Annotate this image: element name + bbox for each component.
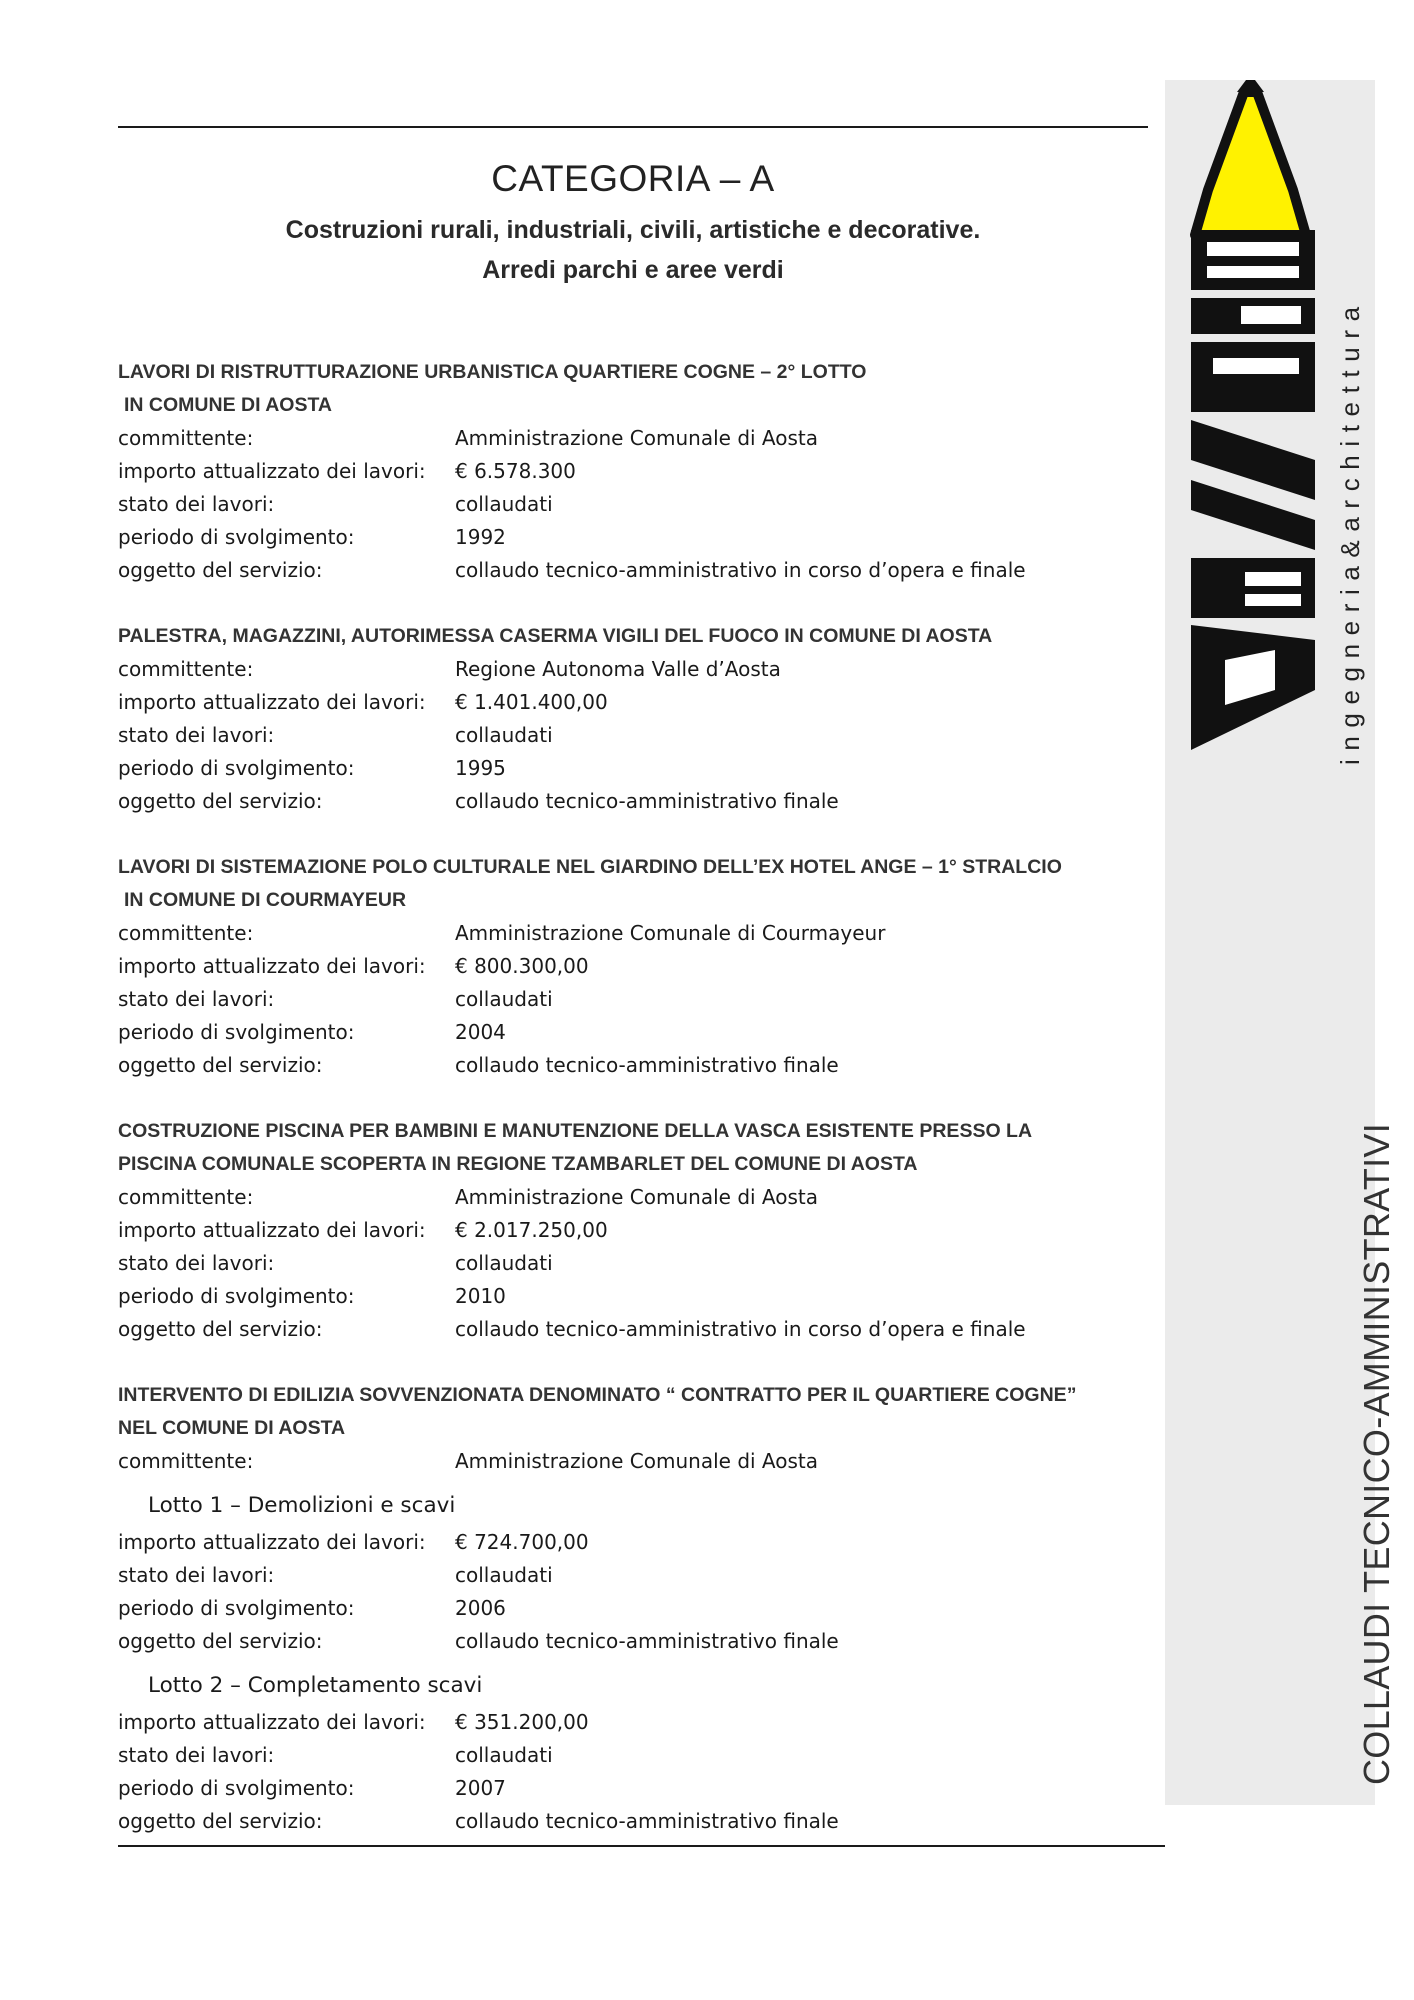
field-label: importo attualizzato dei lavori: xyxy=(118,690,426,714)
field-label: periodo di svolgimento: xyxy=(118,525,355,549)
project-title xyxy=(118,851,1148,917)
field-label: committente: xyxy=(118,426,254,450)
page-header xyxy=(118,158,1148,290)
subtitle-line-1: Costruzioni rurali, industriali, civili, artistiche e decorative. xyxy=(285,216,981,244)
project-list xyxy=(118,356,1148,1871)
field-value: € 2.017.250,00 xyxy=(455,1218,608,1242)
field-label: importo attualizzato dei lavori: xyxy=(118,1710,426,1734)
field-value: 2006 xyxy=(455,1596,506,1620)
bottom-divider xyxy=(118,1845,1165,1847)
project-entry xyxy=(118,1115,1148,1346)
field-value: Amministrazione Comunale di Aosta xyxy=(455,1185,819,1209)
field-oggetto xyxy=(118,1625,1148,1658)
project-title-line: PISCINA COMUNALE SCOPERTA IN REGIONE TZAMBARLET DEL COMUNE DI AOSTA xyxy=(118,1153,918,1175)
field-periodo xyxy=(118,1772,1148,1805)
field-label: importo attualizzato dei lavori: xyxy=(118,1218,426,1242)
field-value: Amministrazione Comunale di Courmayeur xyxy=(455,921,886,945)
field-label: stato dei lavori: xyxy=(118,1743,275,1767)
field-committente xyxy=(118,653,1148,686)
project-title-line: IN COMUNE DI AOSTA xyxy=(124,394,332,416)
page-title: CATEGORIA – A xyxy=(491,158,775,199)
field-value: collaudo tecnico-amministrativo in corso d’opera e finale xyxy=(455,558,1026,582)
field-value: collaudati xyxy=(455,723,553,747)
top-divider xyxy=(118,126,1148,128)
field-label: importo attualizzato dei lavori: xyxy=(118,954,426,978)
field-value: € 1.401.400,00 xyxy=(455,690,608,714)
field-periodo xyxy=(118,1280,1148,1313)
field-value: 1992 xyxy=(455,525,506,549)
field-label: oggetto del servizio: xyxy=(118,1317,323,1341)
field-stato xyxy=(118,1739,1148,1772)
field-committente xyxy=(118,1181,1148,1214)
field-value: 2007 xyxy=(455,1776,506,1800)
field-label: oggetto del servizio: xyxy=(118,1053,323,1077)
project-title-line: LAVORI DI RISTRUTTURAZIONE URBANISTICA QUARTIERE COGNE – 2° LOTTO xyxy=(118,361,867,383)
field-value: 2010 xyxy=(455,1284,506,1308)
field-value: collaudo tecnico-amministrativo in corso d’opera e finale xyxy=(455,1317,1026,1341)
field-importo xyxy=(118,686,1148,719)
field-stato xyxy=(118,983,1148,1016)
field-value: Regione Autonoma Valle d’Aosta xyxy=(455,657,781,681)
field-value: collaudati xyxy=(455,1563,553,1587)
field-label: periodo di svolgimento: xyxy=(118,1020,355,1044)
project-title-line: PALESTRA, MAGAZZINI, AUTORIMESSA CASERMA VIGILI DEL FUOCO IN COMUNE DI AOSTA xyxy=(118,625,993,647)
field-value: Amministrazione Comunale di Aosta xyxy=(455,1449,819,1473)
field-oggetto xyxy=(118,1049,1148,1082)
field-value: collaudo tecnico-amministrativo finale xyxy=(455,789,839,813)
field-label: stato dei lavori: xyxy=(118,1251,275,1275)
project-title-line: LAVORI DI SISTEMAZIONE POLO CULTURALE NEL GIARDINO DELL’EX HOTEL ANGE – 1° STRALCIO xyxy=(118,856,1062,878)
field-label: oggetto del servizio: xyxy=(118,1809,323,1833)
sidebar-section-title: COLLAUDI TECNICO-AMMINISTRATIVI xyxy=(1356,1122,1397,1785)
field-label: stato dei lavori: xyxy=(118,723,275,747)
field-value: € 351.200,00 xyxy=(455,1710,589,1734)
field-value: collaudati xyxy=(455,987,553,1011)
field-value: 1995 xyxy=(455,756,506,780)
project-entry xyxy=(118,851,1148,1082)
field-label: periodo di svolgimento: xyxy=(118,1776,355,1800)
field-label: periodo di svolgimento: xyxy=(118,1284,355,1308)
project-title-line: IN COMUNE DI COURMAYEUR xyxy=(124,889,407,911)
pencil-logo-icon xyxy=(1185,80,1325,760)
field-stato xyxy=(118,1559,1148,1592)
field-committente xyxy=(118,422,1148,455)
field-committente xyxy=(118,917,1148,950)
lotto-heading: Lotto 1 – Demolizioni e scavi xyxy=(148,1493,456,1518)
field-oggetto xyxy=(118,785,1148,818)
field-label: importo attualizzato dei lavori: xyxy=(118,459,426,483)
project-title xyxy=(118,356,1148,422)
project-entry xyxy=(118,1379,1148,1838)
field-value: € 724.700,00 xyxy=(455,1530,589,1554)
field-label: stato dei lavori: xyxy=(118,987,275,1011)
field-label: oggetto del servizio: xyxy=(118,789,323,813)
field-oggetto xyxy=(118,1805,1148,1838)
field-label: oggetto del servizio: xyxy=(118,1629,323,1653)
field-value: collaudati xyxy=(455,1743,553,1767)
field-committente xyxy=(118,1445,1148,1478)
field-value: collaudati xyxy=(455,1251,553,1275)
field-value: € 800.300,00 xyxy=(455,954,589,978)
field-importo xyxy=(118,1214,1148,1247)
field-label: periodo di svolgimento: xyxy=(118,756,355,780)
project-entry xyxy=(118,620,1148,818)
field-label: oggetto del servizio: xyxy=(118,558,323,582)
field-label: committente: xyxy=(118,1449,254,1473)
project-title-line: INTERVENTO DI EDILIZIA SOVVENZIONATA DENOMINATO “ CONTRATTO PER IL QUARTIERE COGNE” xyxy=(118,1384,1077,1406)
project-title-line: NEL COMUNE DI AOSTA xyxy=(118,1417,346,1439)
field-importo xyxy=(118,1526,1148,1559)
field-label: committente: xyxy=(118,921,254,945)
field-stato xyxy=(118,719,1148,752)
field-importo xyxy=(118,950,1148,983)
field-stato xyxy=(118,1247,1148,1280)
lotto-heading: Lotto 2 – Completamento scavi xyxy=(148,1673,483,1698)
field-value: collaudo tecnico-amministrativo finale xyxy=(455,1629,839,1653)
field-value: Amministrazione Comunale di Aosta xyxy=(455,426,819,450)
project-title xyxy=(118,620,1148,653)
field-value: 2004 xyxy=(455,1020,506,1044)
sidebar xyxy=(1165,80,1397,1805)
field-label: stato dei lavori: xyxy=(118,1563,275,1587)
field-label: importo attualizzato dei lavori: xyxy=(118,1530,426,1554)
page-subtitle xyxy=(118,210,1148,290)
project-entry xyxy=(118,356,1148,587)
sidebar-tagline: ingegneria&architettura xyxy=(1335,298,1365,765)
field-value: collaudo tecnico-amministrativo finale xyxy=(455,1809,839,1833)
project-title xyxy=(118,1379,1148,1445)
field-value: collaudati xyxy=(455,492,553,516)
field-importo xyxy=(118,455,1148,488)
project-title-line: COSTRUZIONE PISCINA PER BAMBINI E MANUTENZIONE DELLA VASCA ESISTENTE PRESSO LA xyxy=(118,1120,1033,1142)
field-periodo xyxy=(118,521,1148,554)
field-importo xyxy=(118,1706,1148,1739)
field-stato xyxy=(118,488,1148,521)
subtitle-line-2: Arredi parchi e aree verdi xyxy=(482,256,784,284)
field-oggetto xyxy=(118,1313,1148,1346)
field-value: collaudo tecnico-amministrativo finale xyxy=(455,1053,839,1077)
field-label: committente: xyxy=(118,657,254,681)
field-value: € 6.578.300 xyxy=(455,459,576,483)
field-periodo xyxy=(118,1016,1148,1049)
field-oggetto xyxy=(118,554,1148,587)
field-label: periodo di svolgimento: xyxy=(118,1596,355,1620)
project-title xyxy=(118,1115,1148,1181)
field-label: stato dei lavori: xyxy=(118,492,275,516)
field-periodo xyxy=(118,752,1148,785)
field-label: committente: xyxy=(118,1185,254,1209)
field-periodo xyxy=(118,1592,1148,1625)
